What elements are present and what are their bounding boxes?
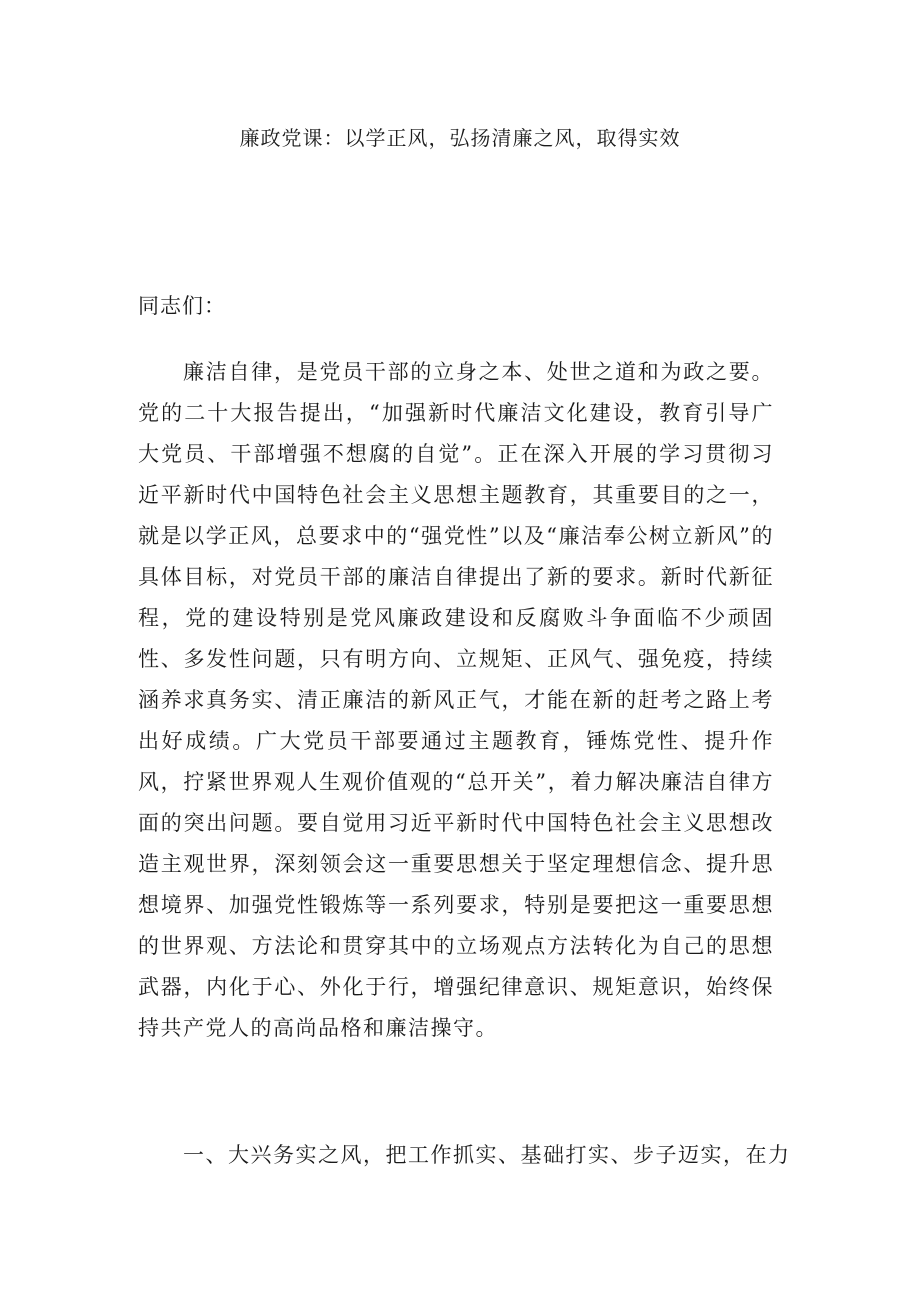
salutation: 同志们： [138,294,226,318]
body-paragraph: 廉洁自律，是党员干部的立身之本、处世之道和为政之要。党的二十大报告提出，“加强新时代廉洁文化建设，教育引导广大党员、干部增强不想腐的自觉”。正在深入开展的学习贯彻习近平新时代中国特色社会主义思想主题教育，其重要目的之一，就是以学正风，总要求中的“强党性”以及“廉洁奉公树立新风”的具体目标，对党员干部的廉洁自律提出了新的要求。新时代新征程，党的建设特别是党风廉政建设和反腐败斗争面临不少顽固性、多发性问题，只有明方向、立规矩、正风气、强免疫，持续涵养求真务实、清正廉洁的新风正气，才能在新的赶考之路上考出好成绩。广大党员干部要通过主题教育，锤炼党性、提升作风，拧紧世界观人生观价值观的“总开关”，着力解决廉洁自律方面的突出问题。要自觉用习近平新时代中国特色社会主义思想改造主观世界，深刻领会这一重要思想关于坚定理想信念、提升思想境界、加强党性锻炼等一系列要求，特别是要把这一重要思想的世界观、方法论和贯穿其中的立场观点方法转化为自己的思想武器，内化于心、外化于行，增强纪律意识、规矩意识，始终保持共产党人的高尚品格和廉洁操守。 [138,360,774,1040]
document-title: 廉政党课：以学正风，弘扬清廉之风，取得实效 [239,126,681,150]
section-heading-1: 一、大兴务实之风，把工作抓实、基础打实、步子迈实，在力 [183,1143,791,1167]
